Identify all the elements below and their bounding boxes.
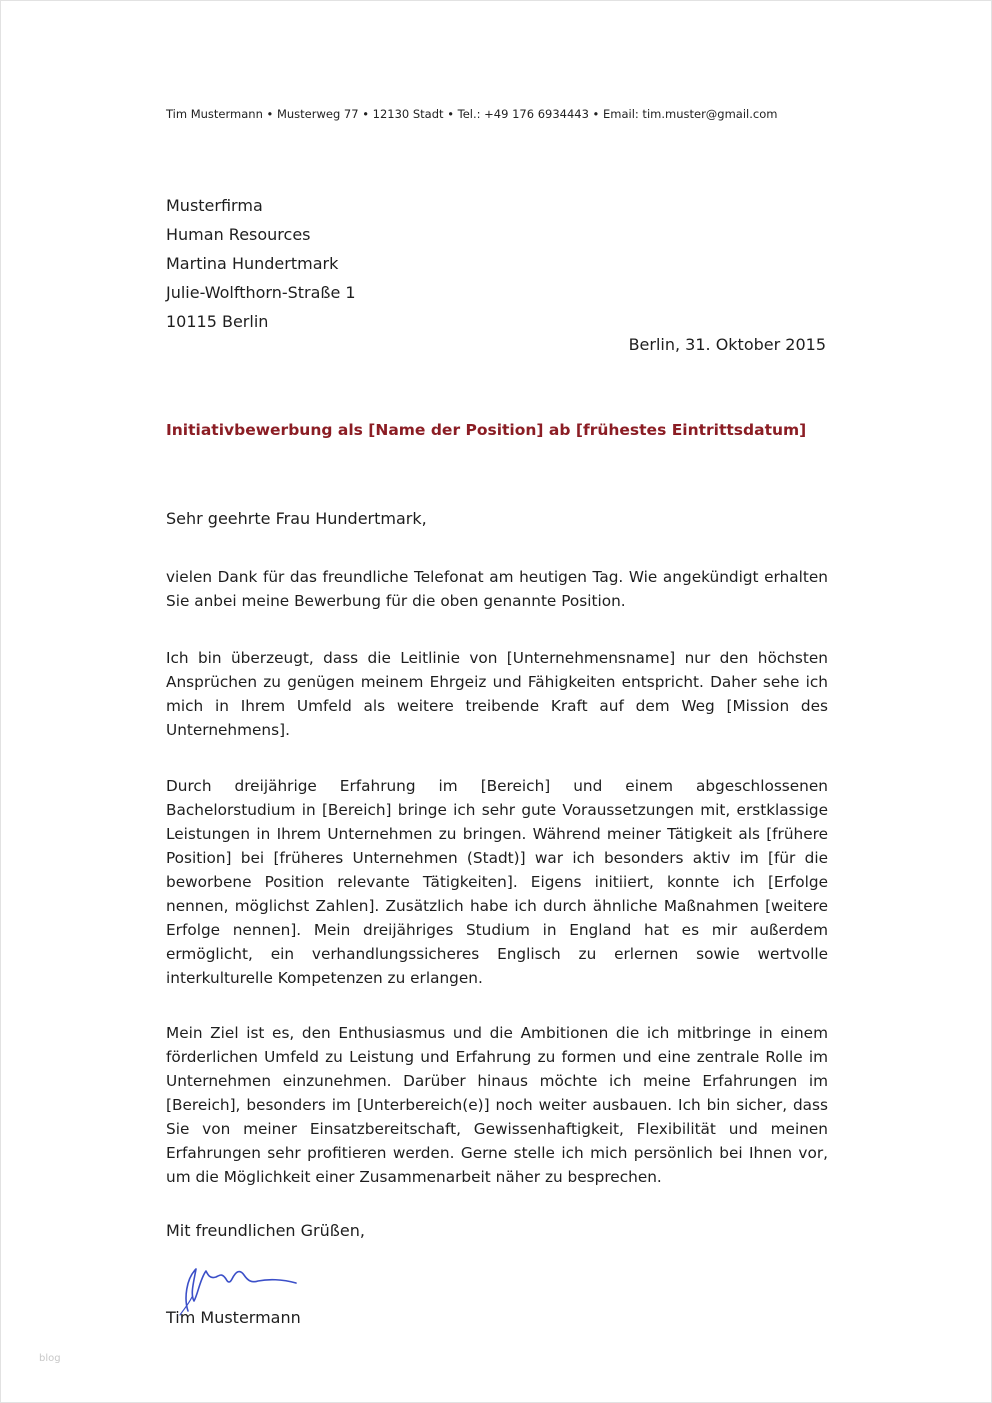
watermark: blog <box>39 1353 61 1364</box>
recipient-department: Human Resources <box>166 225 311 244</box>
handwritten-signature <box>166 1239 306 1319</box>
body-paragraph-2: Ich bin überzeugt, dass die Leitlinie von [Unternehmensname] nur den höchsten Ansprüchen zu genügen meinem Ehrgeiz und Fähigkeiten entspricht. Daher sehe ich mich in Ihrem Umfeld als weitere treibende Kraft auf dem Weg [Mission des Unternehmens]. <box>166 649 828 739</box>
salutation: Sehr geehrte Frau Hundertmark, <box>166 509 427 528</box>
recipient-contact: Martina Hundertmark <box>166 254 339 273</box>
letter-date: Berlin, 31. Oktober 2015 <box>628 335 826 354</box>
signer-name: Tim Mustermann <box>166 1308 301 1327</box>
sender-address-line: Tim Mustermann • Musterweg 77 • 12130 Stadt • Tel.: +49 176 6934443 • Email: tim.muster@gmail.com <box>166 107 778 121</box>
recipient-city: 10115 Berlin <box>166 312 269 331</box>
body-paragraph-3: Durch dreijährige Erfahrung im [Bereich] und einem abgeschlossenen Bachelorstudium in [Bereich] bringe ich sehr gute Voraussetzungen mit, erstklassige Leistungen in Ihrem Unternehmen zu bringen. Während meiner Tätigkeit als [frühere Position] bei [früheres Unternehmen (Stadt)] war ich besonders aktiv im [für die beworbene Position relevante Tätigkeiten]. Eigens initiiert, konnte ich [Erfolge nennen, möglichst Zahlen]. Zusätzlich habe ich durch ähnliche Maßnahmen [weitere Erfolge nennen]. Mein dreijähriges Studium in England hat es mir außerdem ermöglicht, ein verhandlungssicheres Englisch zu erlernen sowie wertvolle interkulturelle Kompetenzen zu erlangen. <box>166 777 828 987</box>
signature-stroke <box>186 1269 296 1311</box>
letter-subject: Initiativbewerbung als [Name der Position] ab [frühestes Eintrittsdatum] <box>166 421 807 439</box>
recipient-street: Julie-Wolfthorn-Straße 1 <box>166 283 356 302</box>
body-paragraph-1: vielen Dank für das freundliche Telefonat am heutigen Tag. Wie angekündigt erhalten Sie anbei meine Bewerbung für die oben genannte Position. <box>166 568 828 610</box>
closing-phrase: Mit freundlichen Grüßen, <box>166 1221 365 1240</box>
body-paragraph-4: Mein Ziel ist es, den Enthusiasmus und die Ambitionen die ich mitbringe in einem förderlichen Umfeld zu Leistung und Erfahrung zu formen und eine zentrale Rolle im Unternehmen einzunehmen. Darüber hinaus möchte ich meine Erfahrungen im [Bereich], besonders im [Unterbereich(e)] noch weiter ausbauen. Ich bin sicher, dass Sie von meiner Einsatzbereitschaft, Gewissenhaftigkeit, Flexibilität und meinen Erfahrungen sehr profitieren werden. Gerne stelle ich mich persönlich bei Ihnen vor, um die Möglichkeit einer Zusammenarbeit näher zu besprechen. <box>166 1024 828 1186</box>
recipient-company: Musterfirma <box>166 196 263 215</box>
recipient-address-block <box>166 191 356 336</box>
